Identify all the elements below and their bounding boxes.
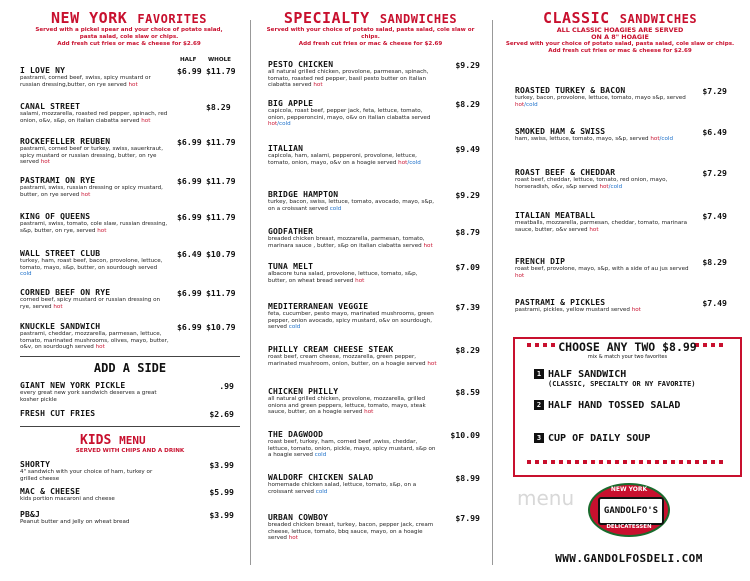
option-number: 1 <box>534 369 544 379</box>
item-name: SMOKED HAM & SWISS <box>515 127 606 136</box>
menu-item <box>20 381 160 403</box>
menu-item <box>268 513 438 542</box>
item-description: turkey, bacon, swiss, lettuce, tomato, avocado, mayo, s&p, on a croissant served cold <box>268 199 435 212</box>
classic-sub2: Add fresh cut fries or mac & cheese for $2.69 <box>548 48 692 54</box>
item-price: $9.29 <box>455 190 480 200</box>
item-price: $8.29 <box>702 257 727 267</box>
temp-tag: /cold <box>608 183 623 190</box>
column-divider <box>250 20 251 565</box>
item-description: roast beef, turkey, ham, corned beef ,swiss, cheddar, lettuce, tomato, onion, pickle, mayo, spicy mustard, s&p on a hoagie served cold <box>268 439 436 459</box>
menu-item <box>268 387 438 416</box>
item-price: $9.29 <box>455 60 480 70</box>
item-description: corned beef, spicy mustard or russian dressing on rye, served hot <box>20 297 161 310</box>
menu-item <box>20 176 170 198</box>
item-name: GODFATHER <box>268 227 314 236</box>
item-name: KNUCKLE SANDWICH <box>20 322 101 331</box>
temp-tag: hot <box>629 307 641 313</box>
item-description: turkey, ham, roast beef, bacon, provolone, lettuce, tomato, mayo, s&p, butter, on sourdough served cold <box>20 258 163 278</box>
option-label: HALF HAND TOSSED SALAD <box>548 400 681 411</box>
column-divider <box>492 20 493 565</box>
kids-sub: SERVED WITH CHIPS AND A DRINK <box>75 448 185 454</box>
item-description: pastrami, cheddar, mozzarella, parmesan, lettuce, tomato, marinated mushrooms, olives, mayo, butter, o&v, on sourdough served hot <box>20 331 169 351</box>
temp-tag: cold <box>286 324 301 331</box>
option-number: 2 <box>534 400 544 410</box>
temp-tag: hot <box>425 360 437 367</box>
item-name: ROASTED TURKEY & BACON <box>515 86 626 95</box>
classic-sub0b: ON A 8" HOAGIE <box>591 33 649 41</box>
item-description: all natural grilled chicken, provolone, mozzarella, grilled onions and green peppers, lettuce, tomato, mayo, steak sauce, butter, on a hoagie served hot <box>268 396 426 416</box>
half-price: $6.99 <box>177 322 202 332</box>
choose-option <box>534 369 696 388</box>
item-description: 4" sandwich with your choice of ham, turkey or grilled cheese <box>20 469 153 482</box>
nyf-title-big: NEW YORK <box>51 9 128 27</box>
item-price: $8.29 <box>455 99 480 109</box>
whole-price: $10.79 <box>206 322 236 332</box>
menu-item <box>268 473 438 495</box>
menu-item <box>268 262 438 284</box>
divider <box>20 356 240 357</box>
item-price: $8.99 <box>455 473 480 483</box>
half-price: $6.99 <box>177 212 202 222</box>
menu-item <box>20 487 170 503</box>
temp-tag: hot <box>95 227 107 234</box>
nyf-sub1: Served with a pickel spear and your choice of potato salad, <box>35 27 223 33</box>
item-name: FRESH CUT FRIES <box>20 409 96 418</box>
menu-item <box>268 302 438 331</box>
half-price: $6.99 <box>177 137 202 147</box>
nyf-title-small: FAVORITES <box>137 12 207 26</box>
item-price: $9.49 <box>455 144 480 154</box>
option-label: HALF SANDWICH <box>548 369 627 380</box>
item-price: $8.59 <box>455 387 480 397</box>
classic-title-big: CLASSIC <box>542 9 610 27</box>
item-description: pastrami, swiss, tomato, cole slaw, russian dressing, s&p, butter, on rye, served hot <box>20 221 168 234</box>
item-description: roast beef, cream cheese, mozzarella, green pepper, marinated mushroom, onion, butter, on a hoagie served hot <box>268 354 437 367</box>
item-price: $7.49 <box>702 211 727 221</box>
logo-top-text: NEW YORK <box>610 486 648 493</box>
choose-option <box>534 433 650 444</box>
temp-tag: hot <box>353 277 365 284</box>
option-sub: (CLASSIC, SPECIALTY OR NY FAVORITE) <box>548 380 696 388</box>
item-name: PB&J <box>20 510 41 519</box>
temp-tag: cold <box>313 488 328 495</box>
menu-item <box>20 137 170 166</box>
item-price: $7.99 <box>455 513 480 523</box>
temp-tag: /cold <box>524 101 538 108</box>
menu-item <box>268 99 438 128</box>
item-description: ham, swiss, lettuce, tomato, mayo, s&p, served hot/cold <box>515 136 674 142</box>
item-price: $7.09 <box>455 262 480 272</box>
item-description: feta, cucumber, pesto mayo, marinated mushrooms, green pepper, onion avocado, spicy mustard, o&v on sourdough, served cold <box>268 311 434 331</box>
menu-item <box>20 212 170 234</box>
nyf-sub2: pasta salad, cole slaw or chips. <box>79 34 179 40</box>
spec-sub1: Served with your choice of potato salad, pasta salad, cole slaw or chips. <box>266 27 475 40</box>
item-name: PASTRAMI & PICKLES <box>515 298 606 307</box>
item-price: $7.29 <box>702 168 727 178</box>
menu-item <box>20 288 170 310</box>
temp-tag: hot <box>93 344 105 351</box>
spec-heading <box>258 8 483 27</box>
item-name: WALL STREET CLUB <box>20 249 101 258</box>
item-price: $5.99 <box>209 487 234 497</box>
item-price: $3.99 <box>209 460 234 470</box>
item-price: $8.29 <box>455 345 480 355</box>
item-name: WALDORF CHICKEN SALAD <box>268 473 374 482</box>
item-name: URBAN COWBOY <box>268 513 329 522</box>
item-name: KING OF QUEENS <box>20 212 91 221</box>
temp-tag: hot <box>597 183 609 190</box>
whole-label: WHOLE <box>208 57 231 63</box>
item-price: $7.39 <box>455 302 480 312</box>
menu-item <box>515 257 695 279</box>
divider <box>20 426 240 427</box>
item-name: I LOVE NY <box>20 66 66 75</box>
temp-tag: /cold <box>659 136 674 142</box>
item-description: roast beef, cheddar, lettuce, tomato, red onion, mayo, horseradish, o&v, s&p served hot/cold <box>515 177 668 190</box>
item-description: homemade chicken salad, lettuce, tomato, s&p, on a croissant served cold <box>268 482 417 495</box>
item-description: pastrami, swiss, russian dressing or spicy mustard, butter, on rye served hot <box>20 185 163 198</box>
item-price: $2.69 <box>209 409 234 419</box>
item-name: FRENCH DIP <box>515 257 566 266</box>
menu-item <box>515 211 695 233</box>
item-description: albacore tuna salad, provolone, lettuce, tomato, s&p, butter, on wheat bread served hot <box>268 271 418 284</box>
option-label: CUP OF DAILY SOUP <box>548 433 651 444</box>
half-price: $6.99 <box>177 176 202 186</box>
item-price: $3.99 <box>209 510 234 520</box>
menu-item <box>268 430 438 459</box>
temp-tag: hot <box>648 136 660 142</box>
spec-column <box>258 0 483 48</box>
side-heading: ADD A SIDE <box>93 361 167 375</box>
item-description: all natural grilled chicken, provolone, parmesan, spinach, tomato, roasted red pepper, basil pesto butter on italian ciabatta served hot <box>268 69 429 89</box>
half-label: HALF <box>180 57 197 63</box>
item-description: pastrami, corned beef or turkey, swiss, sauerkraut, spicy mustard or russian dressing, butter, on rye served hot <box>20 146 163 166</box>
item-description: breaded chicken breast, turkey, bacon, pepper jack, cream cheese, lettuce, tomato, bbq sauce, mayo, on a hoagie served hot <box>268 522 434 542</box>
temp-tag: hot <box>587 226 599 233</box>
menu-item <box>20 510 170 526</box>
menu-item <box>20 409 160 418</box>
item-description: turkey, bacon, provolone, lettuce, tomato, mayo s&p, served hot/cold <box>515 95 686 108</box>
whole-price: $11.79 <box>206 176 236 186</box>
spec-title-big: SPECIALTY <box>283 9 370 27</box>
item-description: capicola, ham, salami, pepperoni, provolone, lettuce, tomato, onion, mayo, o&v on a hoagie served hot/cold <box>268 153 421 166</box>
menupages-watermark: menu <box>517 486 575 510</box>
menu-item <box>20 249 170 278</box>
whole-price: $11.79 <box>206 212 236 222</box>
menu-item <box>268 345 438 367</box>
nyf-sub3: Add fresh cut fries or mac & cheese for $2.69 <box>57 41 201 47</box>
item-price: $7.49 <box>702 298 727 308</box>
item-description: every great new york sandwich deserves a great kosher pickle <box>20 390 157 403</box>
temp-tag: hot <box>38 159 50 166</box>
choose-title: CHOOSE ANY TWO $8.99 <box>558 340 697 354</box>
temp-tag: hot <box>396 159 408 166</box>
half-price: $6.49 <box>177 249 202 259</box>
half-price: $6.99 <box>177 288 202 298</box>
item-price: $7.29 <box>702 86 727 96</box>
logo-banner <box>598 497 664 525</box>
menu-item <box>515 168 695 190</box>
menu-item <box>515 298 695 314</box>
item-name: BRIDGE HAMPTON <box>268 190 339 199</box>
menu-item <box>268 144 438 166</box>
website-link[interactable]: WWW.GANDOLFOSDELI.COM <box>555 552 703 565</box>
kids-title-small: MENU <box>119 434 146 447</box>
item-name: TUNA MELT <box>268 262 314 271</box>
whole-price: $10.79 <box>206 249 236 259</box>
gandolfos-logo <box>588 483 670 537</box>
temp-tag: cold <box>312 452 327 459</box>
menu-item <box>20 322 170 351</box>
temp-tag: /cold <box>277 121 291 128</box>
temp-tag: cold <box>327 205 342 212</box>
temp-tag: hot <box>139 117 151 124</box>
item-price: .99 <box>219 381 234 391</box>
item-name: GIANT NEW YORK PICKLE <box>20 381 126 390</box>
item-description: capicola, roast beef, pepper jack, feta, lettuce, tomato, onion, pepperoncini, mayo, o&v on italian ciabatta served hot/cold <box>268 108 431 128</box>
spec-title-small: SANDWICHES <box>379 12 458 26</box>
classic-column <box>500 0 740 55</box>
classic-sub1: Served with your choice of potato salad, pasta salad, cole slaw or chips. <box>505 41 735 47</box>
checker-decoration <box>527 460 725 464</box>
item-name: ITALIAN MEATBALL <box>515 211 596 220</box>
logo-main-text: GANDOLFO'S <box>603 506 659 516</box>
item-description: breaded chicken breast, mozzarella, parmesan, tomato, marinara sauce , butter, s&p on italian ciabatta served hot <box>268 236 433 249</box>
item-name: PASTRAMI ON RYE <box>20 176 96 185</box>
item-name: MAC & CHEESE <box>20 487 81 496</box>
logo-bottom-text: DELICATESSEN <box>606 524 652 530</box>
temp-tag: cold <box>20 271 32 278</box>
item-name: PESTO CHICKEN <box>268 60 334 69</box>
menu-item <box>268 190 438 212</box>
item-description: meatballs, mozzarella, parmesan, cheddar, tomato, marinara sauce, butter, o&v served hot <box>515 220 688 233</box>
item-name: MEDITERRANEAN VEGGIE <box>268 302 369 311</box>
option-number: 3 <box>534 433 544 443</box>
item-description: roast beef, provolone, mayo, s&p, with a side of au jus served hot <box>515 266 689 279</box>
item-name: THE DAGWOOD <box>268 430 324 439</box>
temp-tag: hot <box>311 82 323 89</box>
temp-tag: hot <box>515 272 525 279</box>
choose-sub: mix & match your two favorites <box>587 354 668 360</box>
half-price: $6.99 <box>177 66 202 76</box>
kids-title-big: KIDS <box>80 433 112 448</box>
item-price: $6.49 <box>702 127 727 137</box>
classic-title-small: SANDWICHES <box>619 12 698 26</box>
item-price: $10.09 <box>450 430 480 440</box>
item-name: CANAL STREET <box>20 102 81 111</box>
whole-price: $8.29 <box>206 102 231 112</box>
temp-tag: hot <box>126 81 138 88</box>
menu-item <box>268 60 438 89</box>
item-name: ROAST BEEF & CHEDDAR <box>515 168 616 177</box>
spec-sub2: Add fresh cut fries or mac & cheese for $2.69 <box>298 41 443 47</box>
classic-sub0a: ALL CLASSIC HOAGIES ARE SERVED <box>556 26 684 34</box>
item-description: pastrami, pickles, yellow mustard served hot <box>515 307 641 313</box>
item-description: salami, mozzarella, roasted red pepper, spinach, red onion, o&v, s&p, on italian ciabatta served hot <box>20 111 168 124</box>
temp-tag: hot <box>515 101 525 108</box>
temp-tag: /cold <box>407 159 421 166</box>
item-description: Peanut butter and jelly on wheat bread <box>20 519 130 525</box>
temp-tag: hot <box>51 303 63 310</box>
choose-option <box>534 400 680 411</box>
item-name: ITALIAN <box>268 144 304 153</box>
item-name: PHILLY CREAM CHEESE STEAK <box>268 345 394 354</box>
temp-tag: hot <box>286 535 298 542</box>
temp-tag: hot <box>421 242 433 249</box>
nyf-column <box>14 0 244 48</box>
whole-price: $11.79 <box>206 137 236 147</box>
classic-heading <box>500 8 740 27</box>
temp-tag: hot <box>268 121 278 128</box>
menu-item <box>20 66 170 88</box>
item-description: pastrami, corned beef, swiss, spicy mustard or russian dressing,butter, on rye served hot <box>20 75 151 88</box>
item-name: BIG APPLE <box>268 99 314 108</box>
whole-price: $11.79 <box>206 288 236 298</box>
whole-price: $11.79 <box>206 66 236 76</box>
item-price: $8.79 <box>455 227 480 237</box>
menu-item <box>20 102 170 124</box>
item-name: CORNED BEEF ON RYE <box>20 288 111 297</box>
menu-item <box>268 227 438 249</box>
temp-tag: hot <box>362 409 374 416</box>
menu-item <box>515 127 695 143</box>
item-name: ROCKEFELLER REUBEN <box>20 137 111 146</box>
kids-heading <box>80 433 146 448</box>
item-name: CHICKEN PHILLY <box>268 387 339 396</box>
menu-item <box>515 86 695 108</box>
menu-item <box>20 460 170 482</box>
temp-tag: hot <box>79 191 91 198</box>
item-name: SHORTY <box>20 460 51 469</box>
item-description: kids portion macaroni and cheese <box>20 496 115 502</box>
nyf-heading <box>14 8 244 27</box>
